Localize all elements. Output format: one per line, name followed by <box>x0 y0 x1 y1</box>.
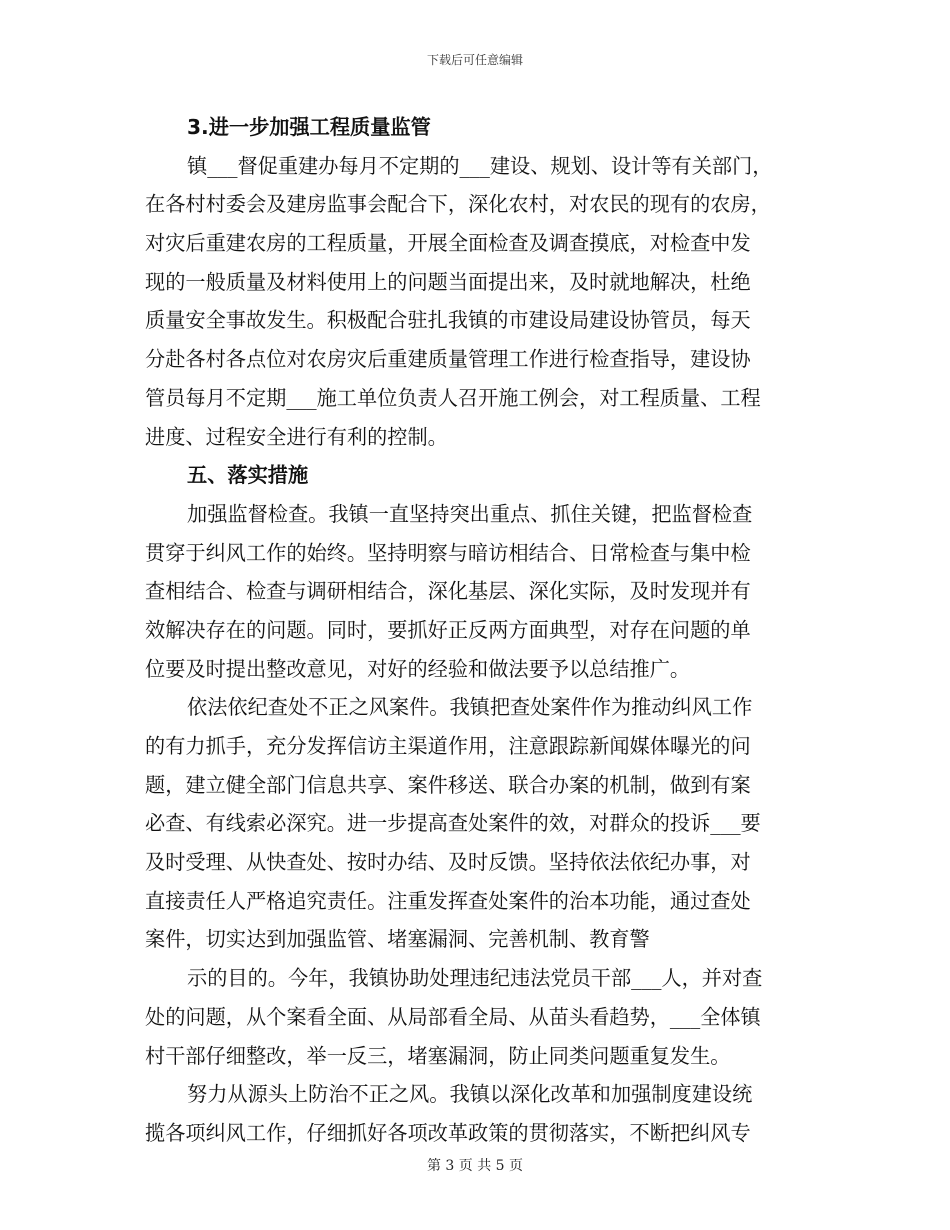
paragraph-line: 位要及时提出整改意见，对好的经验和做法要予以总结推广。 <box>145 656 691 681</box>
paragraph-line: 查相结合、检查与调研相结合，深化基层、深化实际，及时发现并有 <box>145 579 751 604</box>
paragraph-line: 村干部仔细整改，举一反三，堵塞漏洞，防止同类问题重复发生。 <box>145 1043 731 1068</box>
paragraph-line: 题，建立健全部门信息共享、案件移送、联合办案的机制，做到有案 <box>145 772 751 797</box>
paragraph-line: 示的目的。今年，我镇协助处理违纪违法党员干部___人，并对查 <box>187 966 763 991</box>
paragraph-line: 必查、有线索必深究。进一步提高查处案件的效，对群众的投诉___要 <box>145 811 761 836</box>
document-body <box>145 108 807 1153</box>
paragraph-line: 案件，切实达到加强监管、堵塞漏洞、完善机制、教育警 <box>145 927 650 952</box>
paragraph-line: 处的问题，从个案看全面、从局部看全局、从苗头看趋势，___全体镇 <box>145 1004 761 1029</box>
section-heading-5: 五、落实措施 <box>187 463 309 488</box>
paragraph-line: 分赴各村各点位对农房灾后重建质量管理工作进行检查指导，建设协 <box>145 347 751 372</box>
paragraph-line: 依法依纪查处不正之风案件。我镇把查处案件作为推动纠风工作 <box>187 695 753 720</box>
paragraph-line: 现的一般质量及材料使用上的问题当面提出来，及时就地解决，杜绝 <box>145 269 751 294</box>
paragraph-line: 的有力抓手，充分发挥信访主渠道作用，注意跟踪新闻媒体曝光的问 <box>145 734 751 758</box>
paragraph-line: 及时受理、从快查处、按时办结、及时反馈。坚持依法依纪办事，对 <box>145 850 751 875</box>
paragraph-line: 贯穿于纠风工作的始终。坚持明察与暗访相结合、日常检查与集中检 <box>145 540 751 565</box>
paragraph-line: 效解决存在的问题。同时，要抓好正反两方面典型，对存在问题的单 <box>145 617 751 642</box>
section-heading-3: 3.进一步加强工程质量监管 <box>187 115 431 139</box>
paragraph-line: 管员每月不定期___施工单位负责人召开施工例会，对工程质量、工程 <box>145 385 761 410</box>
page-footer: 第 3 页 共 5 页 <box>426 1158 524 1174</box>
paragraph-line: 镇___督促重建办每月不定期的___建设、规划、设计等有关部门， <box>187 153 773 178</box>
paragraph-line: 进度、过程安全进行有利的控制。 <box>145 424 448 449</box>
paragraph-line: 对灾后重建农房的工程质量，开展全面检查及调查摸底，对检查中发 <box>145 231 751 256</box>
paragraph-line: 直接责任人严格追究责任。注重发挥查处案件的治本功能，通过查处 <box>145 888 751 913</box>
paragraph-line: 揽各项纠风工作，仔细抓好各项改革政策的贯彻落实，不断把纠风专 <box>145 1120 751 1145</box>
paragraph-line: 加强监督检查。我镇一直坚持突出重点、抓住关键，把监督检查 <box>187 501 753 526</box>
paragraph-line: 努力从源头上防治不正之风。我镇以深化改革和加强制度建设统 <box>187 1082 753 1107</box>
paragraph-line: 质量安全事故发生。积极配合驻扎我镇的市建设局建设协管员，每天 <box>145 308 751 333</box>
page-header: 下载后可任意编辑 <box>426 53 523 67</box>
paragraph-line: 在各村村委会及建房监事会配合下，深化农村，对农民的现有的农房， <box>145 192 771 217</box>
